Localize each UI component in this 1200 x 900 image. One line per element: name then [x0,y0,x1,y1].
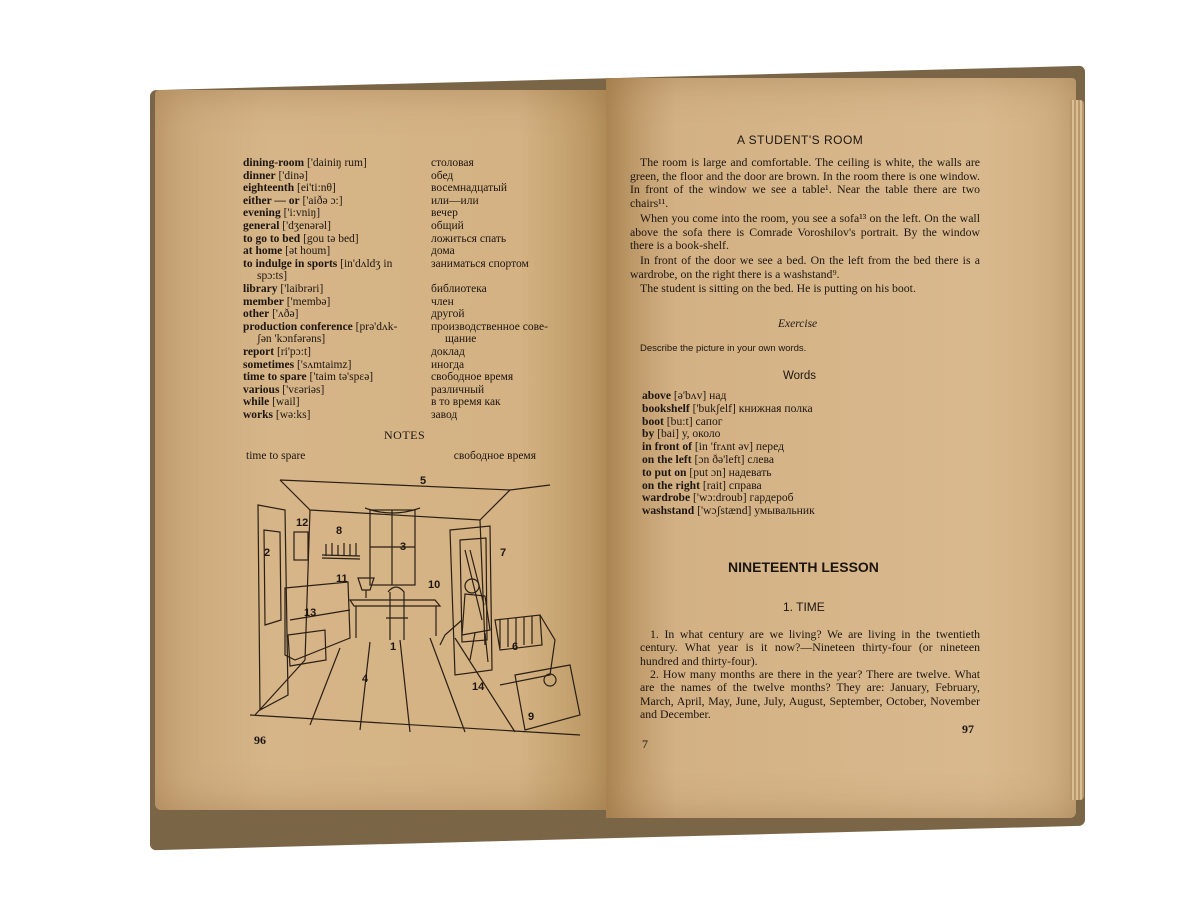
vocab-russian: восемнадцатый [431,182,507,195]
vocab-row [243,207,573,220]
vocab-pronunciation: ['dinə] [275,169,308,182]
note-russian: свободное время [453,450,536,462]
word-english: to put on [642,465,687,479]
page-number-left: 96 [254,733,266,747]
vocab-pronunciation: ['taim tə'spɛə] [306,371,374,384]
vocab-english [243,270,445,283]
word-translation: [bai] у, около [654,427,721,441]
illus-label: 3 [400,541,407,553]
illus-label: 8 [336,525,343,537]
vocab-row [243,182,573,195]
vocab-english [243,346,431,359]
vocab-word: at home [243,245,283,258]
word-translation: ['wɔ:droub] гардероб [690,491,794,505]
signature-mark: 7 [642,737,648,751]
vocab-row [243,270,573,283]
question-2: 2. How many months are there in the year? There are twelve. What are the names of the twelve months? They are: January, February, March, April, May, June, July, August, September, October, November and December. [640,667,980,721]
word-english: above [642,389,671,402]
words-heading: Words [783,370,817,382]
word-translation: [in 'frʌnt əv] перед [692,440,784,454]
vocab-russian: иногда [431,358,465,371]
vocab-row [243,195,573,208]
vocab-pronunciation: [wə:ks] [273,408,311,421]
vocab-russian: производственное сове- [431,320,548,333]
vocab-russian: в то время как [431,396,501,409]
word-translation: [rait] справа [699,478,762,492]
vocab-english [243,308,431,321]
vocab-english [243,296,431,309]
paragraph-4: The student is sitting on the bed. He is putting on his boot. [640,281,916,295]
illus-label: 1 [390,641,397,653]
vocab-word: sometimes [243,358,295,371]
vocab-word: either — or [243,194,300,207]
vocab-row [243,245,573,258]
notes-heading: NOTES [384,428,426,442]
note-english: time to spare [246,450,306,462]
vocab-russian: доклад [431,345,465,358]
vocab-pronunciation: spɔ:ts] [257,270,288,283]
illus-label: 14 [472,681,485,693]
lesson-title: NINETEENTH LESSON [728,559,879,575]
vocab-row [243,296,573,309]
vocab-russian: свободное время [431,371,514,384]
vocab-russian: обед [431,169,454,182]
vocab-row [243,359,573,372]
vocab-english [243,283,431,296]
question-1: 1. In what century are we living? We are living in the twentieth century. What year is it now?—Nineteen thirty-four (or nineteen hundred and thirty-four). [640,627,980,668]
vocab-pronunciation: [ei'ti:nθ] [294,182,336,195]
illus-label: 10 [428,579,441,591]
vocab-word: general [243,219,280,232]
vocab-word: production conference [243,320,353,333]
vocab-word: evening [243,207,281,220]
vocab-russian: дома [431,245,455,258]
vocab-english [243,409,431,422]
vocab-pronunciation: ['dʒenərəl] [279,219,331,232]
vocab-word: to go to bed [243,232,301,245]
illus-label: 6 [512,641,519,653]
section-title: 1. TIME [783,600,825,614]
vocab-pronunciation: ['laibrəri] [277,282,324,295]
vocab-pronunciation: ['vɛəriəs] [279,383,325,396]
illus-label: 9 [528,711,535,723]
illus-label: 12 [296,517,309,529]
word-english: boot [642,414,664,428]
word-english: bookshelf [642,401,690,415]
vocab-russian: член [431,295,454,308]
vocab-english [243,333,445,346]
vocab-word: works [243,408,274,421]
vocab-english [243,371,431,384]
vocab-pronunciation: ['membə] [283,295,331,308]
exercise-text: Describe the picture in your own words. [640,343,807,354]
illus-label: 4 [362,673,369,685]
vocab-row [243,258,573,271]
vocab-english [243,384,431,397]
word-english: washstand [642,504,695,518]
vocab-russian: различный [431,383,485,396]
vocab-row [243,321,573,334]
vocab-russian: библиотека [431,282,487,295]
vocab-english [243,396,431,409]
illus-label: 11 [336,573,348,585]
vocab-english [243,182,431,195]
reading-title: A STUDENT'S ROOM [737,133,864,147]
vocabulary-list [243,157,573,421]
word-translation: [bu:t] сапог [663,414,723,428]
vocab-row [243,308,573,321]
vocab-pronunciation: ['sʌmtaimz] [294,358,352,371]
vocab-word: while [243,396,270,409]
illus-label: 13 [304,607,317,619]
vocab-pronunciation: ['i:vniŋ] [280,207,321,220]
vocab-row [243,283,573,296]
word-english: in front of [642,440,693,454]
vocab-pronunciation: ['dainiŋ rum] [304,157,367,169]
vocab-row [243,371,573,384]
vocab-english [243,245,431,258]
word-translation: [ɔn ðə'left] слева [691,452,774,466]
vocab-word: other [243,308,270,321]
vocab-word: time to spare [243,371,307,384]
word-english: wardrobe [642,491,691,505]
vocab-russian [445,270,573,283]
exercise-heading: Exercise [778,318,818,330]
vocab-english [243,220,431,233]
vocab-pronunciation: ['aiðə ɔ:] [299,194,343,207]
room-illustration [250,470,590,740]
vocab-row [243,233,573,246]
vocab-english [243,233,431,246]
vocab-pronunciation: [prə'dʌk- [352,320,398,333]
vocab-word: various [243,383,280,396]
vocab-word: report [243,345,275,358]
word-english: on the right [642,478,700,492]
word-translation: ['wɔʃstænd] умывальник [694,504,815,518]
vocab-russian: или—или [431,194,479,207]
vocab-russian: завод [431,408,458,421]
vocab-row [243,333,573,346]
vocab-word: dinner [243,169,276,182]
vocab-russian: вечер [431,207,458,220]
vocab-pronunciation: [in'dʌldʒ in [337,257,393,270]
word-english: on the left [642,452,692,466]
vocab-pronunciation: [gou tə bed] [300,232,359,245]
vocab-pronunciation: [ri'pɔ:t] [274,345,311,358]
vocab-russian: столовая [431,157,474,169]
vocab-pronunciation: [wail] [269,396,300,409]
vocab-russian: общий [431,219,464,232]
paragraph-2: When you come into the room, you see a sofa¹³ on the left. On the wall above the sofa there is Comrade Voroshilov's portrait. By the window there is a book-shelf. [630,211,980,252]
word-translation: [ə'bʌv] над [670,389,727,402]
paragraph-3: In front of the door we see a bed. On the left from the bed there is a wardrobe, on the right there is a washstand⁹. [630,253,980,281]
word-translation: ['bukʃelf] книжная полка [689,401,813,415]
illus-label: 2 [264,547,271,559]
vocab-english [243,258,431,271]
page-edges [1070,100,1084,800]
vocab-row [243,409,573,422]
vocab-english [243,157,431,170]
vocab-word: eighteenth [243,182,295,195]
vocab-pronunciation: ʃən 'kɔnfərəns] [257,333,326,346]
vocab-word: to indulge in sports [243,257,338,270]
vocab-word: member [243,295,284,308]
vocab-pronunciation: [ət houm] [282,245,331,258]
vocab-english [243,170,431,183]
vocab-english [243,207,431,220]
vocab-row [243,157,573,170]
word-translation: [put ɔn] надевать [686,465,772,479]
word-row [642,505,815,518]
vocab-row [243,220,573,233]
vocab-russian: щание [445,333,477,346]
vocab-russian: заниматься спортом [431,257,529,270]
illus-label: 7 [500,547,507,559]
vocab-row [243,346,573,359]
vocab-russian: другой [431,308,465,321]
vocab-pronunciation: ['ʌðə] [269,308,299,321]
vocab-russian: ложиться спать [431,232,507,245]
vocab-row [243,396,573,409]
paragraph-1: The room is large and comfortable. The ceiling is white, the walls are green, the floor and the door are brown. In the room there is one window. In front of the window we see a table¹. Near the table there are two chairs¹¹. [630,155,980,210]
vocab-english [243,321,431,334]
vocab-row [243,170,573,183]
vocab-english [243,359,431,372]
note-entry [246,450,536,462]
vocab-english [243,195,431,208]
page-number-right: 97 [962,722,974,736]
vocab-row [243,384,573,397]
vocab-word: dining-room [243,157,305,169]
words-list [642,390,815,518]
word-english: by [642,427,655,441]
illus-label: 5 [420,475,427,487]
vocab-word: library [243,282,278,295]
